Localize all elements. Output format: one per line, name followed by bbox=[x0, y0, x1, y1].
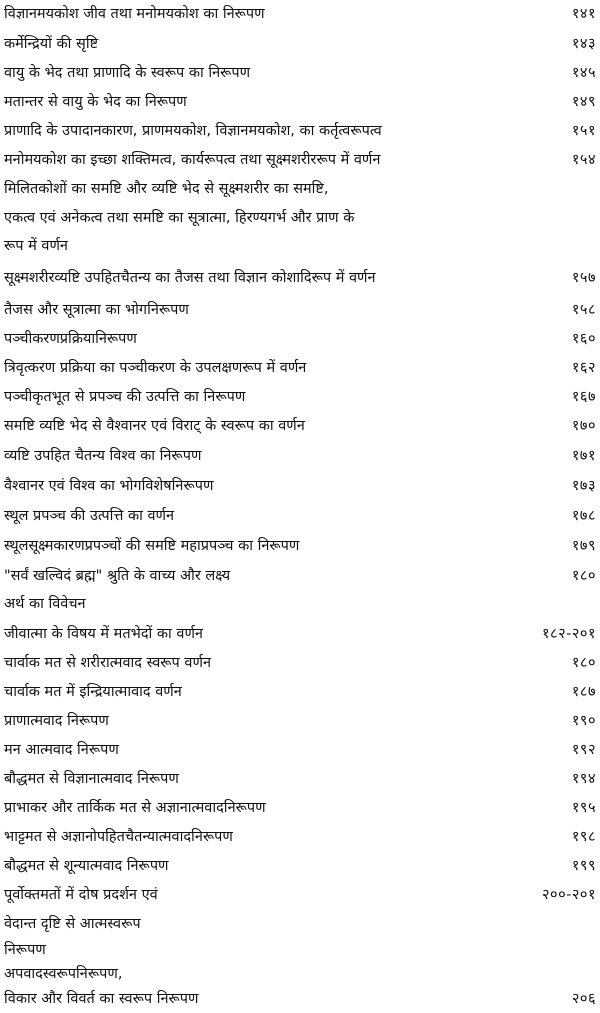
toc-entry-page: १४९ bbox=[571, 94, 596, 110]
toc-entry bbox=[4, 678, 596, 706]
toc-entry-title: भाट्टमत से अज्ञानोपहितचैतन्यात्मवादनिरूपण bbox=[4, 829, 233, 845]
toc-entry-page: १९२ bbox=[571, 742, 596, 758]
toc-entry-page: १९४ bbox=[571, 771, 596, 787]
toc-entry-title: अपवादस्वरूपनिरूपण, bbox=[4, 966, 123, 982]
toc-entry bbox=[4, 985, 596, 1013]
toc-entry bbox=[4, 59, 596, 87]
toc-entry bbox=[4, 442, 596, 470]
toc-entry-title: कर्मेन्द्रियों की सृष्टि bbox=[4, 36, 99, 52]
toc-entry-title: विकार और विवर्त का स्वरूप निरूपण bbox=[4, 991, 199, 1007]
toc-entry-title: रूप में वर्णन bbox=[4, 238, 68, 254]
toc-entry-title: जीवात्मा के विषय में मतभेदों का वर्णन bbox=[4, 626, 203, 642]
toc-entry-page: १५१ bbox=[571, 123, 596, 139]
toc-entry-title: चार्वाक मत से शरीरात्मवाद स्वरूप वर्णन bbox=[4, 655, 211, 671]
toc-entry bbox=[4, 881, 596, 909]
toc-entry-page: १९० bbox=[571, 713, 596, 729]
toc-entry bbox=[4, 736, 596, 764]
toc-entry bbox=[4, 707, 596, 735]
toc-entry bbox=[4, 960, 596, 988]
toc-entry bbox=[4, 910, 596, 938]
toc-entry-title: मतान्तर से वायु के भेद का निरूपण bbox=[4, 94, 187, 110]
toc-entry-title: निरूपण bbox=[4, 942, 46, 958]
toc-entry-title: वायु के भेद तथा प्राणादि के स्वरूप का निरूपण bbox=[4, 65, 251, 81]
toc-entry-page: १६७ bbox=[571, 389, 596, 405]
toc-entry-title: एकत्व एवं अनेकत्व तथा समष्टि का सूत्रात्मा, हिरण्यगर्भ और प्राण के bbox=[4, 210, 355, 226]
toc-entry bbox=[4, 472, 596, 500]
toc-entry bbox=[4, 502, 596, 530]
toc-entry-page: १८७ bbox=[571, 684, 596, 700]
toc-entry-title: बौद्धमत से विज्ञानात्मवाद निरूपण bbox=[4, 771, 179, 787]
toc-entry-title: त्रिवृत्करण प्रक्रिया का पञ्चीकरण के उपलक्षणरूप में वर्णन bbox=[4, 360, 307, 376]
toc-entry-page: १६० bbox=[571, 331, 596, 347]
toc-entry-page: १७० bbox=[571, 418, 596, 434]
toc-entry-page: १५७ bbox=[571, 270, 596, 286]
toc-entry-page: २०६ bbox=[571, 991, 596, 1007]
toc-entry-page: १५४ bbox=[571, 152, 596, 168]
toc-entry-page: १८२-२०१ bbox=[542, 626, 596, 642]
toc-entry bbox=[4, 620, 596, 648]
toc-entry-title: स्थूलसूक्ष्मकारणप्रपञ्चों की समष्टि महाप्रपञ्च का निरूपण bbox=[4, 538, 300, 554]
toc-entry-title: प्राणात्मवाद निरूपण bbox=[4, 713, 109, 729]
toc-entry bbox=[4, 590, 596, 618]
toc-entry-page: १७१ bbox=[571, 448, 596, 464]
toc-entry bbox=[4, 325, 596, 353]
toc-entry-title: विज्ञानमयकोश जीव तथा मनोमयकोश का निरूपण bbox=[4, 6, 265, 22]
toc-entry bbox=[4, 354, 596, 382]
toc-entry bbox=[4, 649, 596, 677]
toc-entry-page: १४५ bbox=[571, 65, 596, 81]
toc-entry-title: व्यष्टि उपहित चैतन्य विश्व का निरूपण bbox=[4, 448, 202, 464]
toc-entry-title: मिलितकोशों का समष्टि और व्यष्टि भेद से सूक्ष्मशरीर का समष्टि, bbox=[4, 181, 329, 197]
toc-entry-page: १९५ bbox=[571, 800, 596, 816]
toc-entry-title: तैजस और सूत्रात्मा का भोगनिरूपण bbox=[4, 302, 189, 318]
toc-entry bbox=[4, 232, 596, 260]
toc-entry-title: चार्वाक मत में इन्द्रियात्मावाद वर्णन bbox=[4, 684, 182, 700]
toc-entry bbox=[4, 264, 596, 292]
toc-entry-title: मनोमयकोश का इच्छा शक्तिमत्व, कार्यरूपत्व तथा सूक्ष्मशरीररूप में वर्णन bbox=[4, 152, 381, 168]
toc-entry-page: १८० bbox=[571, 655, 596, 671]
toc-entry bbox=[4, 204, 596, 232]
toc-entry-title: प्राणादि के उपादानकारण, प्राणमयकोश, विज्ञानमयकोश, का कर्तृत्वरूपत्व bbox=[4, 123, 382, 139]
toc-entry-title: पूर्वोक्तमतों में दोष प्रदर्शन एवं bbox=[4, 887, 158, 903]
toc-entry bbox=[4, 0, 596, 28]
toc-entry bbox=[4, 532, 596, 560]
toc-entry bbox=[4, 562, 596, 590]
toc-entry-page: १७८ bbox=[571, 508, 596, 524]
toc-entry bbox=[4, 852, 596, 880]
toc-entry bbox=[4, 146, 596, 174]
toc-entry-page: १५८ bbox=[571, 302, 596, 318]
toc-entry bbox=[4, 30, 596, 58]
toc-entry bbox=[4, 383, 596, 411]
toc-entry bbox=[4, 296, 596, 324]
toc-entry-title: "सर्वं खल्विदं ब्रह्म" श्रुति के वाच्य और लक्ष्य bbox=[4, 568, 231, 584]
toc-entry bbox=[4, 412, 596, 440]
toc-entry-page: १६२ bbox=[571, 360, 596, 376]
toc-entry-title: वैश्वानर एवं विश्व का भोगविशेषनिरूपण bbox=[4, 478, 214, 494]
toc-entry-title: स्थूल प्रपञ्च की उत्पत्ति का वर्णन bbox=[4, 508, 175, 524]
toc-entry-title: प्राभाकर और तार्किक मत से अज्ञानात्मवादनिरूपण bbox=[4, 800, 266, 816]
toc-entry-title: समष्टि व्यष्टि भेद से वैश्वानर एवं विराट् के स्वरूप का वर्णन bbox=[4, 418, 305, 434]
toc-entry-page: १७९ bbox=[571, 538, 596, 554]
toc-entry bbox=[4, 175, 596, 203]
toc-entry-page: १८० bbox=[571, 568, 596, 584]
toc-entry-title: बौद्धमत से शून्यात्मवाद निरूपण bbox=[4, 858, 169, 874]
toc-entry-page: १७३ bbox=[571, 478, 596, 494]
toc-entry bbox=[4, 823, 596, 851]
toc-entry-page: १४३ bbox=[571, 36, 596, 52]
toc-entry bbox=[4, 765, 596, 793]
toc-entry-page: २००-२०१ bbox=[542, 887, 596, 903]
toc-entry-title: सूक्ष्मशरीरव्यष्टि उपहितचैतन्य का तैजस तथा विज्ञान कोशादिरूप में वर्णन bbox=[4, 270, 376, 286]
toc-entry-title: मन आत्मवाद निरूपण bbox=[4, 742, 119, 758]
toc-entry-title: पञ्चीकृतभूत से प्रपञ्च की उत्पत्ति का निरूपण bbox=[4, 389, 246, 405]
toc-entry bbox=[4, 794, 596, 822]
toc-entry-title: पञ्चीकरणप्रक्रियानिरूपण bbox=[4, 331, 137, 347]
toc-entry bbox=[4, 117, 596, 145]
toc-entry-title: अर्थ का विवेचन bbox=[4, 596, 86, 612]
toc-entry-page: १४१ bbox=[571, 6, 596, 22]
toc-entry-page: १९९ bbox=[571, 858, 596, 874]
toc-entry-title: वेदान्त दृष्टि से आत्मस्वरूप bbox=[4, 916, 141, 932]
toc-entry bbox=[4, 88, 596, 116]
toc-entry-page: १९८ bbox=[571, 829, 596, 845]
